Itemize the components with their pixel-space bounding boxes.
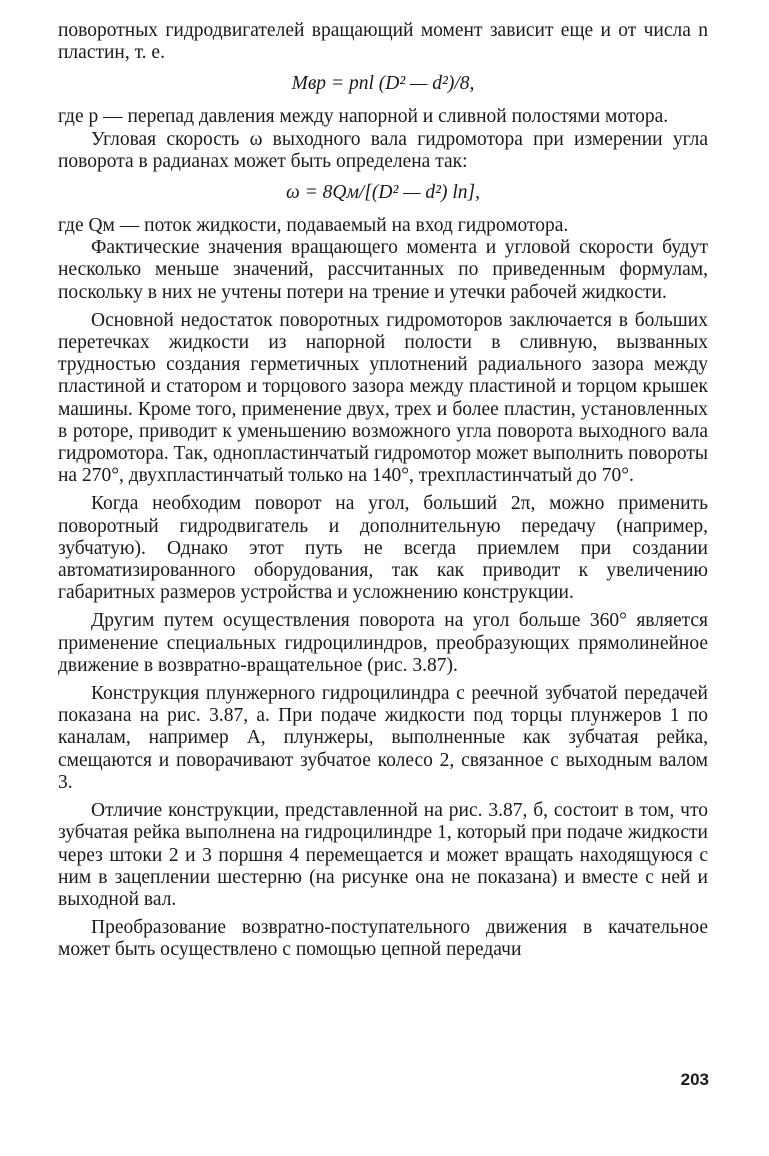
page-body — [58, 20, 708, 962]
paragraph: Конструкция плунжерного гидроцилиндра с реечной зубчатой передачей показана на рис. 3.87, а. При подаче жидкости под торцы плунжеров 1 по каналам, например А, плунжеры, выполненные как зубчатая рейка, смещаются и поворачивают зубчатое колесо 2, связанное с выходным валом 3. — [58, 683, 708, 793]
paragraph: Отличие конструкции, представленной на рис. 3.87, б, состоит в том, что зубчатая рейка выполнена на гидроцилиндре 1, который при подаче жидкости через штоки 2 и 3 поршня 4 перемещается и может вращать находящуюся с ним в зацеплении шестерню (на рисунке она не показана) и вместе с ней и выходной вал. — [58, 800, 708, 910]
paragraph: Фактические значения вращающего момента и угловой скорости будут несколько меньше значений, рассчитанных по приведенным формулам, поскольку в них не учтены потери на трение и утечки рабочей жидкости. — [58, 237, 708, 303]
formula-torque: Mвр = pnl (D² — d²)/8, — [291, 73, 475, 95]
paragraph: Другим путем осуществления поворота на угол больше 360° является применение специальных гидроцилиндров, преобразующих прямолинейное движение в возвратно-вращательное (рис. 3.87). — [58, 610, 708, 676]
paragraph: Когда необходим поворот на угол, больший 2π, можно применить поворотный гидродвигатель и дополнительную передачу (например, зубчатую). Однако этот путь не всегда приемлем при создании автоматизированного оборудования, так как приводит к увеличению габаритных размеров устройства и усложнению конструкции. — [58, 493, 708, 604]
paragraph: где p — перепад давления между напорной и сливной полостями мотора. — [58, 106, 669, 128]
paragraph: поворотных гидродвигателей вращающий момент зависит еще и от числа n пластин, т. е. — [58, 20, 708, 64]
paragraph: Угловая скорость ω выходного вала гидромотора при измерении угла поворота в радианах может быть определена так: — [58, 128, 708, 172]
paragraph: Преобразование возвратно-поступательного движения в качательное может быть осуществлено с помощью цепной передачи — [58, 917, 708, 961]
paragraph: Основной недостаток поворотных гидромоторов заключается в больших перетечках жидкости из напорной полости в сливную, вызванных трудностью создания герметичных уплотнений радиального зазора между пластиной и статором и торцового зазора между пластиной и торцом крышек машины. Кроме того, применение двух, трех и более пластин, установленных в роторе, приводит к уменьшению возможного угла поворота выходного вала гидромотора. Так, однопластинчатый гидромотор может выполнить повороты на 270°, двухпластинчатый только на 140°, трехпластинчатый до 70°. — [58, 309, 708, 487]
page-number: 203 — [680, 1070, 709, 1089]
formula-angular-velocity: ω = 8Qм/[(D² — d²) ln], — [285, 182, 481, 204]
paragraph: где Qм — поток жидкости, подаваемый на вход гидромотора. — [58, 215, 569, 237]
